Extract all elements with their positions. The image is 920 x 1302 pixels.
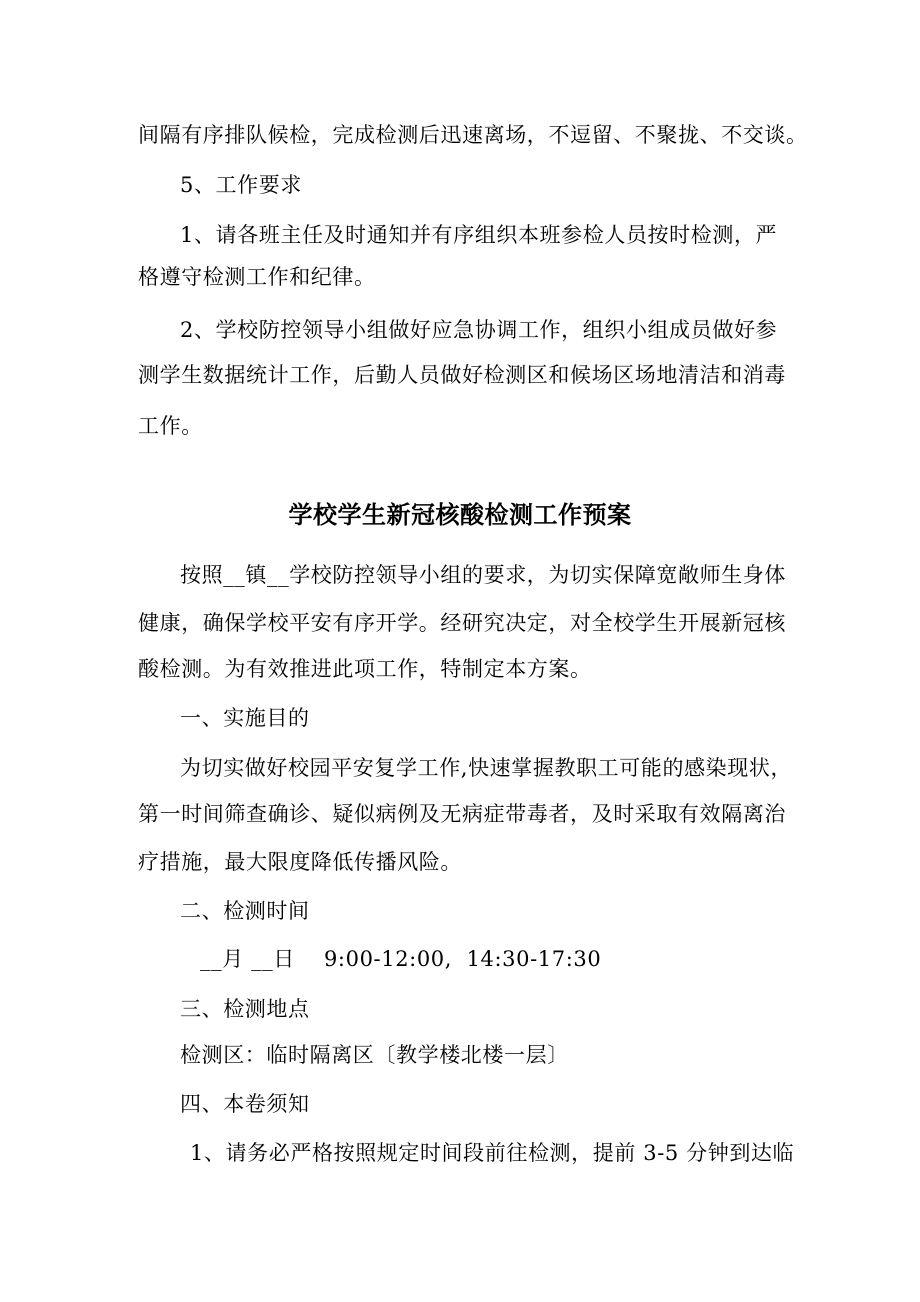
paragraph-line: 为切实做好校园平安复学工作,快速掌握教职工可能的感染现状， <box>180 756 793 780</box>
paragraph-line: 工作。 <box>138 414 203 438</box>
paragraph-line: 健康，确保学校平安有序开学。经研究决定，对全校学生开展新冠核 <box>138 611 786 635</box>
paragraph-line: 间隔有序排队候检，完成检测后迅速离场，不逗留、不聚拢、不交谈。 <box>138 123 808 147</box>
paragraph-line: 按照__镇__学校防控领导小组的要求，为切实保障宽敞师生身体 <box>180 563 786 587</box>
section-heading: 二、检测时间 <box>180 899 310 923</box>
paragraph-line: 疗措施，最大限度降低传播风险。 <box>138 850 462 874</box>
paragraph-line: 检测区：临时隔离区〔教学楼北楼一层〕 <box>180 1043 569 1067</box>
paragraph-line: 第一时间筛查确诊、疑似病例及无病症带毒者，及时采取有效隔离治 <box>138 802 786 826</box>
paragraph-line: 1、请各班主任及时通知并有序组织本班参检人员按时检测，严 <box>180 223 778 247</box>
section-heading: 三、检测地点 <box>180 997 310 1021</box>
schedule-line: __月 __日 9:00-12:00, 14:30-17:30 <box>200 947 602 971</box>
paragraph-line: 格遵守检测工作和纪律。 <box>138 265 376 289</box>
section-heading: 四、本卷须知 <box>180 1092 310 1116</box>
section-heading: 一、实施目的 <box>180 706 310 730</box>
paragraph-line: 2、学校防控领导小组做好应急协调工作，组织小组成员做好参 <box>180 318 778 342</box>
section-heading: 5、工作要求 <box>180 173 302 197</box>
paragraph-line: 测学生数据统计工作，后勤人员做好检测区和候场区场地清洁和消毒 <box>138 363 786 387</box>
paragraph-line: 1、请务必严格按照规定时间段前往检测，提前 3-5 分钟到达临 <box>190 1141 795 1165</box>
document-title: 学校学生新冠核酸检测工作预案 <box>288 500 632 530</box>
paragraph-line: 酸检测。为有效推进此项工作，特制定本方案。 <box>138 657 592 681</box>
